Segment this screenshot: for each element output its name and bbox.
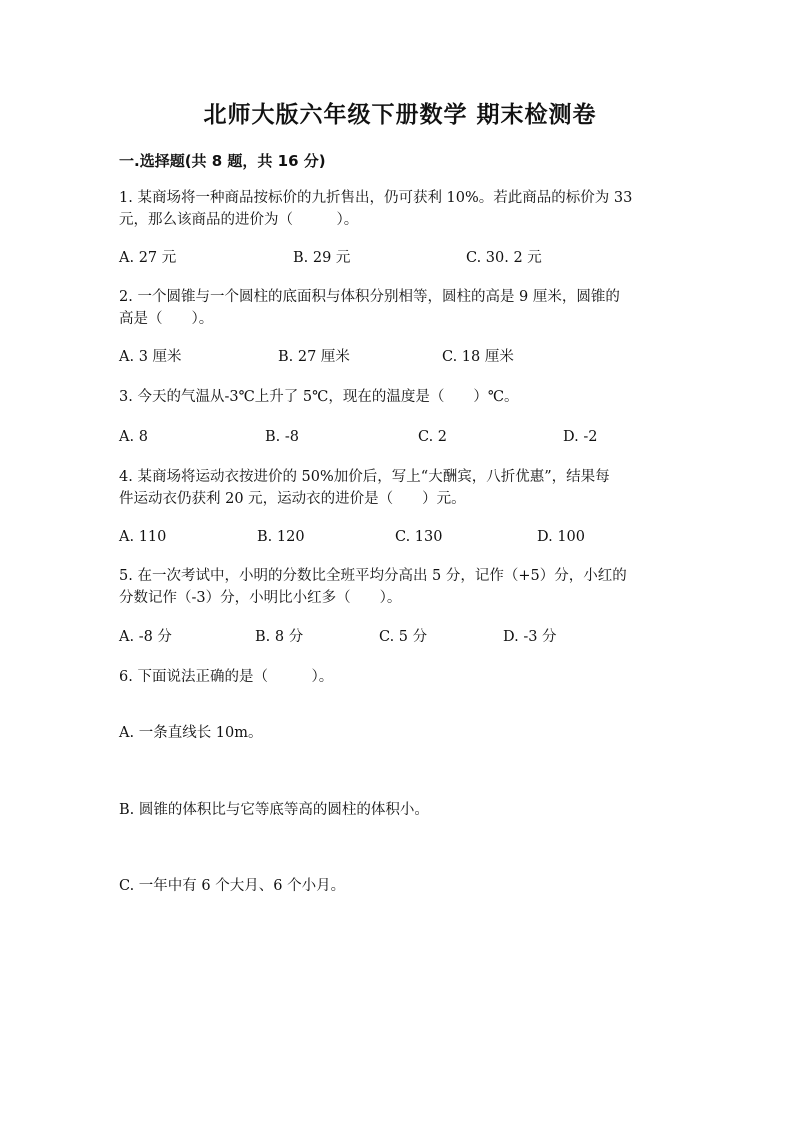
page-title: 北师大版六年级下册数学 期末检测卷 bbox=[203, 102, 597, 128]
q2-option-c[interactable]: C. 18 厘米 bbox=[442, 349, 514, 365]
q1-option-c[interactable]: C. 30. 2 元 bbox=[466, 250, 542, 266]
question-6-line-1: 6. 下面说法正确的是（ ）。 bbox=[119, 669, 334, 685]
question-5-line-1: 5. 在一次考试中，小明的分数比全班平均分高出 5 分，记作（+5）分，小红的 bbox=[119, 568, 627, 584]
q4-option-c[interactable]: C. 130 bbox=[395, 529, 443, 545]
q3-option-b[interactable]: B. -8 bbox=[265, 429, 299, 445]
q6-option-c[interactable]: C. 一年中有 6 个大月、6 个小月。 bbox=[119, 878, 346, 894]
q3-option-a[interactable]: A. 8 bbox=[119, 429, 148, 445]
q4-option-d[interactable]: D. 100 bbox=[537, 529, 586, 545]
question-1-line-1: 1. 某商场将一种商品按标价的九折售出，仍可获利 10%。若此商品的标价为 33 bbox=[119, 190, 633, 206]
q3-option-c[interactable]: C. 2 bbox=[418, 429, 448, 445]
question-2 bbox=[119, 286, 691, 330]
question-3 bbox=[119, 386, 691, 408]
question-4-line-2: 件运动衣仍获利 20 元，运动衣的进价是（ ）元。 bbox=[119, 491, 466, 507]
q1-option-a[interactable]: A. 27 元 bbox=[119, 250, 177, 266]
q3-option-d[interactable]: D. -2 bbox=[563, 429, 598, 445]
question-1 bbox=[119, 187, 691, 231]
q1-option-b[interactable]: B. 29 元 bbox=[293, 250, 351, 266]
q5-option-a[interactable]: A. -8 分 bbox=[119, 629, 172, 645]
question-4 bbox=[119, 466, 691, 510]
q4-option-a[interactable]: A. 110 bbox=[119, 529, 167, 545]
question-5-line-2: 分数记作（-3）分，小明比小红多（ ）。 bbox=[119, 590, 402, 606]
q4-option-b[interactable]: B. 120 bbox=[257, 529, 305, 545]
question-2-line-1: 2. 一个圆锥与一个圆柱的底面积与体积分别相等，圆柱的高是 9 厘米，圆锥的 bbox=[119, 289, 620, 305]
question-5 bbox=[119, 565, 691, 609]
question-3-line-1: 3. 今天的气温从-3℃上升了 5℃，现在的温度是（ ）℃。 bbox=[119, 389, 519, 405]
q5-option-b[interactable]: B. 8 分 bbox=[255, 629, 304, 645]
question-1-line-2: 元，那么该商品的进价为（ ）。 bbox=[119, 212, 359, 228]
q5-option-c[interactable]: C. 5 分 bbox=[379, 629, 428, 645]
question-2-line-2: 高是（ ）。 bbox=[119, 311, 214, 327]
q2-option-b[interactable]: B. 27 厘米 bbox=[278, 349, 350, 365]
q6-option-b[interactable]: B. 圆锥的体积比与它等底等高的圆柱的体积小。 bbox=[119, 802, 429, 818]
q6-option-a[interactable]: A. 一条直线长 10m。 bbox=[119, 725, 263, 741]
section-heading: 一.选择题(共 8 题，共 16 分) bbox=[119, 152, 326, 170]
question-6 bbox=[119, 666, 691, 688]
q2-option-a[interactable]: A. 3 厘米 bbox=[119, 349, 182, 365]
q5-option-d[interactable]: D. -3 分 bbox=[503, 629, 557, 645]
question-4-line-1: 4. 某商场将运动衣按进价的 50%加价后，写上“大酬宾，八折优惠”，结果每 bbox=[119, 469, 610, 485]
